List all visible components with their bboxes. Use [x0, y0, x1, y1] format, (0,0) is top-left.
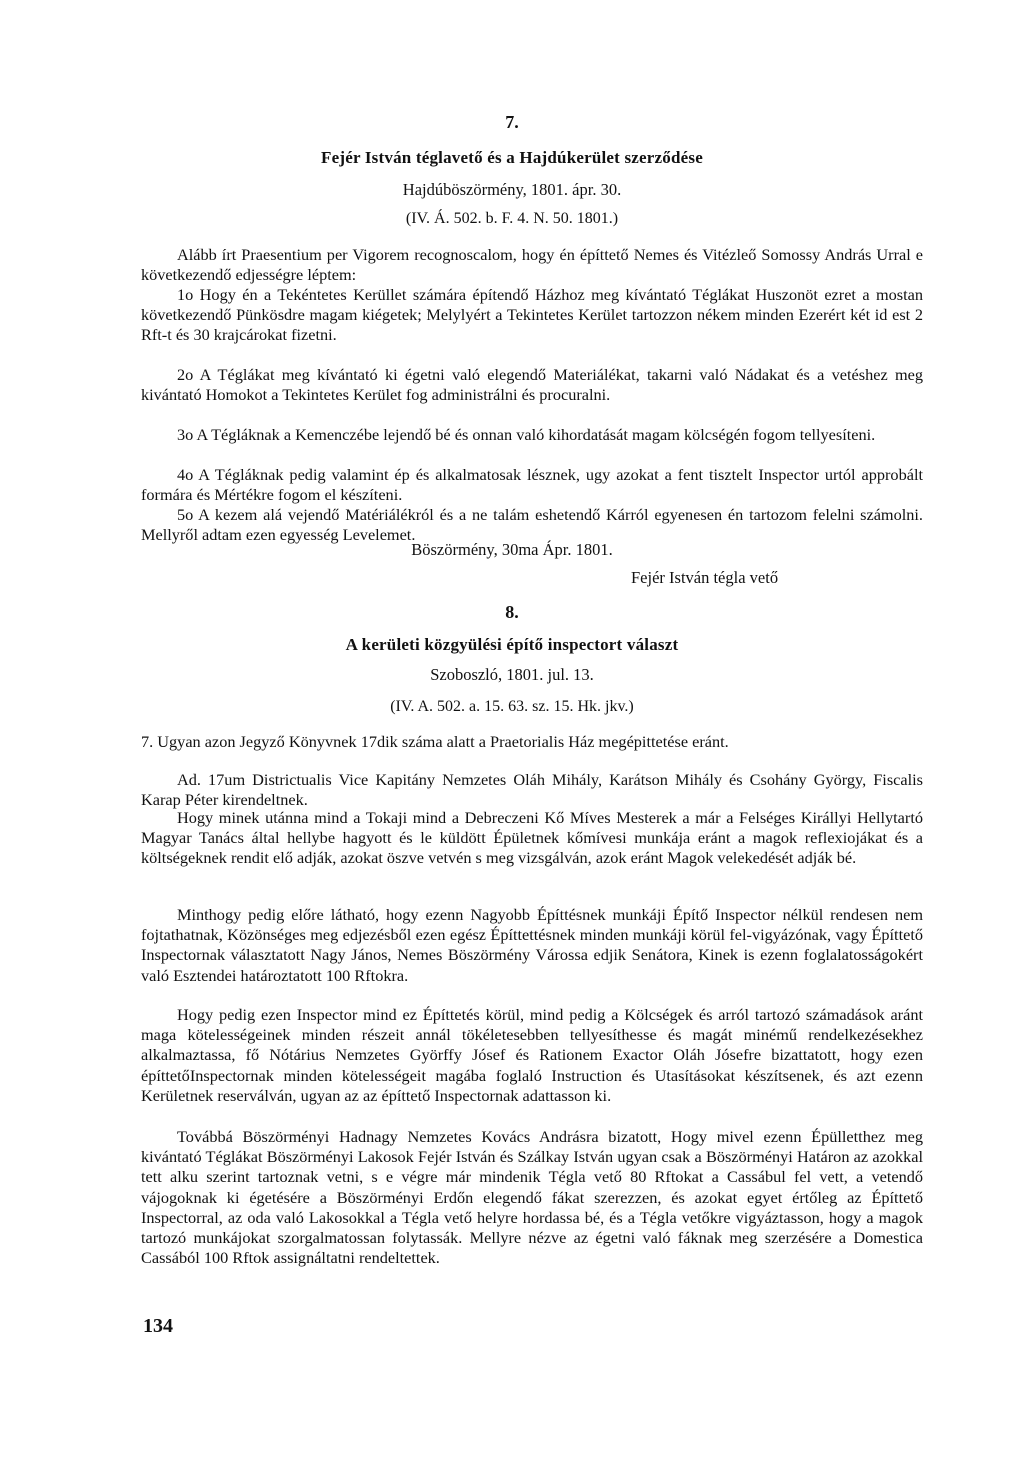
- place-date-8: Szoboszló, 1801. jul. 13.: [430, 665, 594, 684]
- archival-reference-8: (IV. A. 502. a. 15. 63. sz. 15. Hk. jkv.): [390, 698, 634, 715]
- document-number-8: 8.: [505, 602, 519, 622]
- contract-point-4: 4o A Tégláknak pedig valamint ép és alkalmatosak lésznek, ugy azokat a fent tisztelt Inspector urtól approbált formára és Mértékre fogom el készíteni.: [141, 465, 923, 505]
- minutes-paragraph-5: Hogy pedig ezen Inspector mind ez Építtetés körül, mind pedig a Kölcségek és arról tartozó számadások aránt maga kötelességeinek minden részeit annál tökéletesebben tellyesíthesse és magát minémű rendelkezésekhez alkalmaztassa, fő Nótárius Nemzetes Györffy Jósef és Rationem Exactor Oláh Jósefre bizattatott, hogy ezen építtetőInspectornak minden kötelességeit magába foglaló Instruction és Utasításokat készítsenek, és azt ezenn Kerületnek reserválván, ugyan az az építtető Inspectornak adattasson ki.: [141, 1005, 923, 1105]
- page-number: 134: [143, 1315, 173, 1337]
- contract-point-5: 5o A kezem alá vejendő Matériálékról és a ne talám eshetendő Kárról egyenesen én tartozom felelni számolni. Mellyről adtam ezen egyesség Levelemet.: [141, 505, 923, 545]
- minutes-paragraph-4: Minthogy pedig előre látható, hogy ezenn Nagyobb Építtésnek munkáji Építő Inspector nélkül rendesen nem fojtathatnak, Közönséges meg edjezésből ezen egész Építtettésnek minden munkáji körül fel-vigyázónak, vagy Építtető Inspectornak választatott Nagy János, Nemes Böszörmény Várossa edjik Senátora, Kinek is ezenn foglalatosságokért való Esztendei határoztatott 100 Rftokra.: [141, 905, 923, 985]
- contract-point-2: 2o A Téglákat meg kívántató ki égetni való elegendő Materiálékat, takarni való Nádakat és a vetéshez meg kivántató Homokot a Tekintetes Kerület fog administrálni és procuralni.: [141, 365, 923, 405]
- archival-reference-7: (IV. Á. 502. b. F. 4. N. 50. 1801.): [405, 210, 619, 227]
- contract-point-1: 1o Hogy én a Tekéntetes Kerüllet számára építendő Házhoz meg kívántató Téglákat Huszonöt ezret a mostan következendő Pünkösdre magam kiégetek; Melylyért a Tekintetes Kerület tartozzon nékem minden Ezerért két id est 2 Rft-t és 30 krajcárokat fizetni.: [141, 285, 923, 345]
- intro-paragraph: Alább írt Praesentium per Vigorem recognoscalom, hogy én építtető Nemes és Vitézleő Somossy András Urral e következendő edjességre léptem:: [141, 245, 923, 285]
- minutes-paragraph-1: 7. Ugyan azon Jegyző Könyvnek 17dik száma alatt a Praetorialis Ház megépittetése eránt.: [141, 732, 729, 751]
- place-date-7: Hajdúböszörmény, 1801. ápr. 30.: [402, 180, 622, 199]
- document-number-7: 7.: [505, 112, 519, 132]
- signature: Fejér István tégla vető: [631, 568, 779, 587]
- minutes-paragraph-6: Továbbá Böszörményi Hadnagy Nemzetes Kovács Andrásra bizatott, Hogy mivel ezenn Épülletthez meg kivántató Téglákat Böszörményi Lakosok Fejér István és Szálkay István ugyan csak a Böszörményi Határon az azokkal tett alku szerint tartoznak vetni, s e végre már mindenik Tégla vető 80 Rftokat a Cassábul fel vett, a vetendő vájogoknak ki égetésére a Böszörményi Erdőn elegendő fákat szerezzen, és azokat egyet értőleg az Építtető Inspectorral, az oda való Lakosokkal a Tégla vető helyre hordassa bé, és a Tégla vetőkre vigyáztasson, hogy a magok tartozó munkájokat szorgalmatossan folytassák. Mellyre nézve az égetni való fáknak meg szerzésére a Domestica Cassából 100 Rftok assignáltatni rendeltettek.: [141, 1127, 923, 1268]
- document-title-7: Fejér István téglavető és a Hajdúkerület szerződése: [321, 148, 703, 167]
- document-title-8: A kerületi közgyülési építő inspectort választ: [345, 635, 679, 654]
- contract-point-3: 3o A Tégláknak a Kemenczébe lejendő bé és onnan való kihordatását magam kölcségén fogom tellyesíteni.: [177, 425, 876, 444]
- minutes-paragraph-3: Hogy minek utánna mind a Tokaji mind a Debreczeni Kő Míves Mesterek a már a Felséges Királlyi Hellytartó Magyar Tanács által hellybe hagyott és le küldött Épületnek kőmívesi munkája eránt a magok reflexiojákat és a költségeknek rendit elő adják, azokat öszve vetvén s meg vizsgálván, azok eránt Magok velekedését adják bé.: [141, 808, 923, 868]
- closing-place-date: Böszörmény, 30ma Ápr. 1801.: [411, 540, 613, 559]
- minutes-paragraph-2: Ad. 17um Districtualis Vice Kapitány Nemzetes Oláh Mihály, Karátson Mihály és Csohány György, Fiscalis Karap Péter kirendeltnek.: [141, 770, 923, 810]
